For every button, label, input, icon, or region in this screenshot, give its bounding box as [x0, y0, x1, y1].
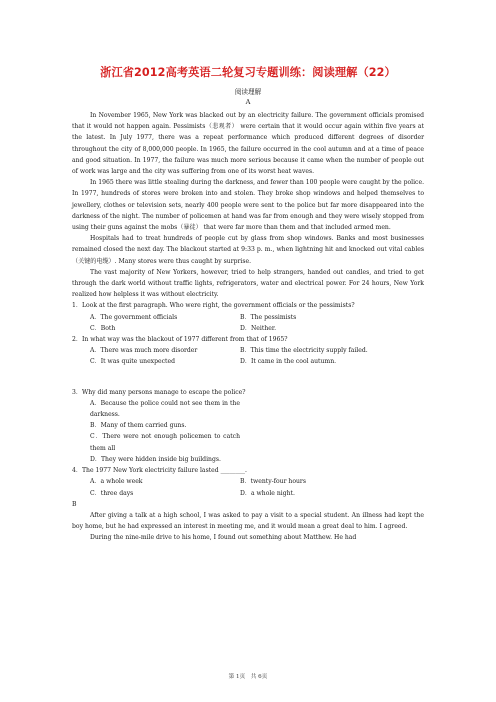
answer-option: C．It was quite unexpected [90, 358, 175, 366]
answer-option: B．Many of them carried guns. [90, 422, 187, 430]
option-row [72, 323, 424, 334]
section-heading: 阅读理解 [234, 88, 262, 96]
page-footer: 第 1页 共 6页 [228, 674, 268, 680]
option-row [72, 312, 424, 323]
option-row [72, 488, 424, 499]
option-row [72, 345, 424, 356]
answer-option: C．There were not enough policemen to catch them all [90, 433, 240, 452]
passage-a-paragraph: The vast majority of New Yorkers, however, tried to help strangers, handed out candles, and tried to get through the dark world without traffic lights, refrigerators, water and electrical power. For 24 hours, New York realized how helpless it was without electricity. [72, 268, 424, 299]
answer-option: C．Both [90, 324, 116, 332]
passage-a-paragraph: Hospitals had to treat hundreds of people cut by glass from shop windows. Banks and most businesses remained closed the next day. The blackout started at 9:33 p. m., when lightning hit and knocked out vital cables（关键的电缆）. Many stores were thus caught by surprise. [72, 235, 424, 265]
answer-option: A．The government officials [90, 313, 178, 321]
answer-option: D．They were hidden inside big buildings. [90, 455, 221, 463]
answer-option: A．There was much more disorder [90, 347, 198, 355]
answer-option: A．Because the police could not see them in the darkness. [90, 399, 240, 419]
answer-option: C．three days [90, 489, 134, 497]
answer-option: D．It came in the cool autumn. [240, 358, 337, 366]
option-row [72, 476, 424, 487]
spacer [72, 368, 424, 387]
document-title: 浙江省2012高考英语二轮复习专题训练：阅读理解（22） [100, 66, 396, 79]
passage-a-paragraph: In November 1965, New York was blacked out by an electricity failure. The government officials promised that it would not happen again. Pessimists（悲观者） were certain that it would occur again within five years at the latest. In July 1977, there was a repeat performance which produced different degrees of disorder throughout the city of 8,000,000 people. In 1965, the failure occurred in the cool autumn and at a time of peace and good situation. In 1977, the failure was much more serious because it came when the number of people out of work was large and the city was suffering from one of its worst heat waves. [72, 112, 424, 176]
question-stem: 2．In what way was the blackout of 1977 different from that of 1965? [72, 336, 288, 344]
question-stem: 1．Look at the first paragraph. Who were right, the government officials or the pessimists? [72, 302, 355, 310]
option-row [72, 356, 424, 367]
passage-a-paragraph: In 1965 there was little stealing during the darkness, and fewer than 100 people were caught by the police. In 1977, hundreds of stores were broken into and stolen. They broke shop windows and helped themselves to jewellery, clothes or television sets, nearly 400 people were sent to the police but far more disappeared into the darkness of the night. The number of policemen at hand was far from enough and they were wisely stopped from using their guns against the mobs（暴徒） that were far more than them and that included armed men. [72, 179, 425, 232]
document-body [72, 110, 424, 544]
passage-b-paragraph: After giving a talk at a high school, I was asked to pay a visit to a special student. An illness had kept the boy home, but he had expressed an interest in meeting me, and it would mean a great deal to him. I agreed. [72, 511, 424, 531]
passage-b-paragraph: During the nine-mile drive to his home, I found out something about Matthew. He had [90, 534, 357, 542]
question-stem: 4．The 1977 New York electricity failure lasted ________. [72, 467, 247, 475]
passage-a-label: A [245, 98, 251, 106]
answer-option: D．Neither. [240, 324, 277, 332]
answer-option: D．a whole night. [240, 489, 295, 497]
answer-option: B．The pessimists [240, 313, 297, 321]
answer-option: B．This time the electricity supply failed. [240, 347, 368, 355]
answer-option: B．twenty-four hours [240, 478, 306, 486]
question-stem: 3．Why did many persons manage to escape the police? [72, 388, 246, 396]
passage-b-label: B [72, 500, 77, 508]
answer-option: A．a whole week [90, 478, 143, 486]
